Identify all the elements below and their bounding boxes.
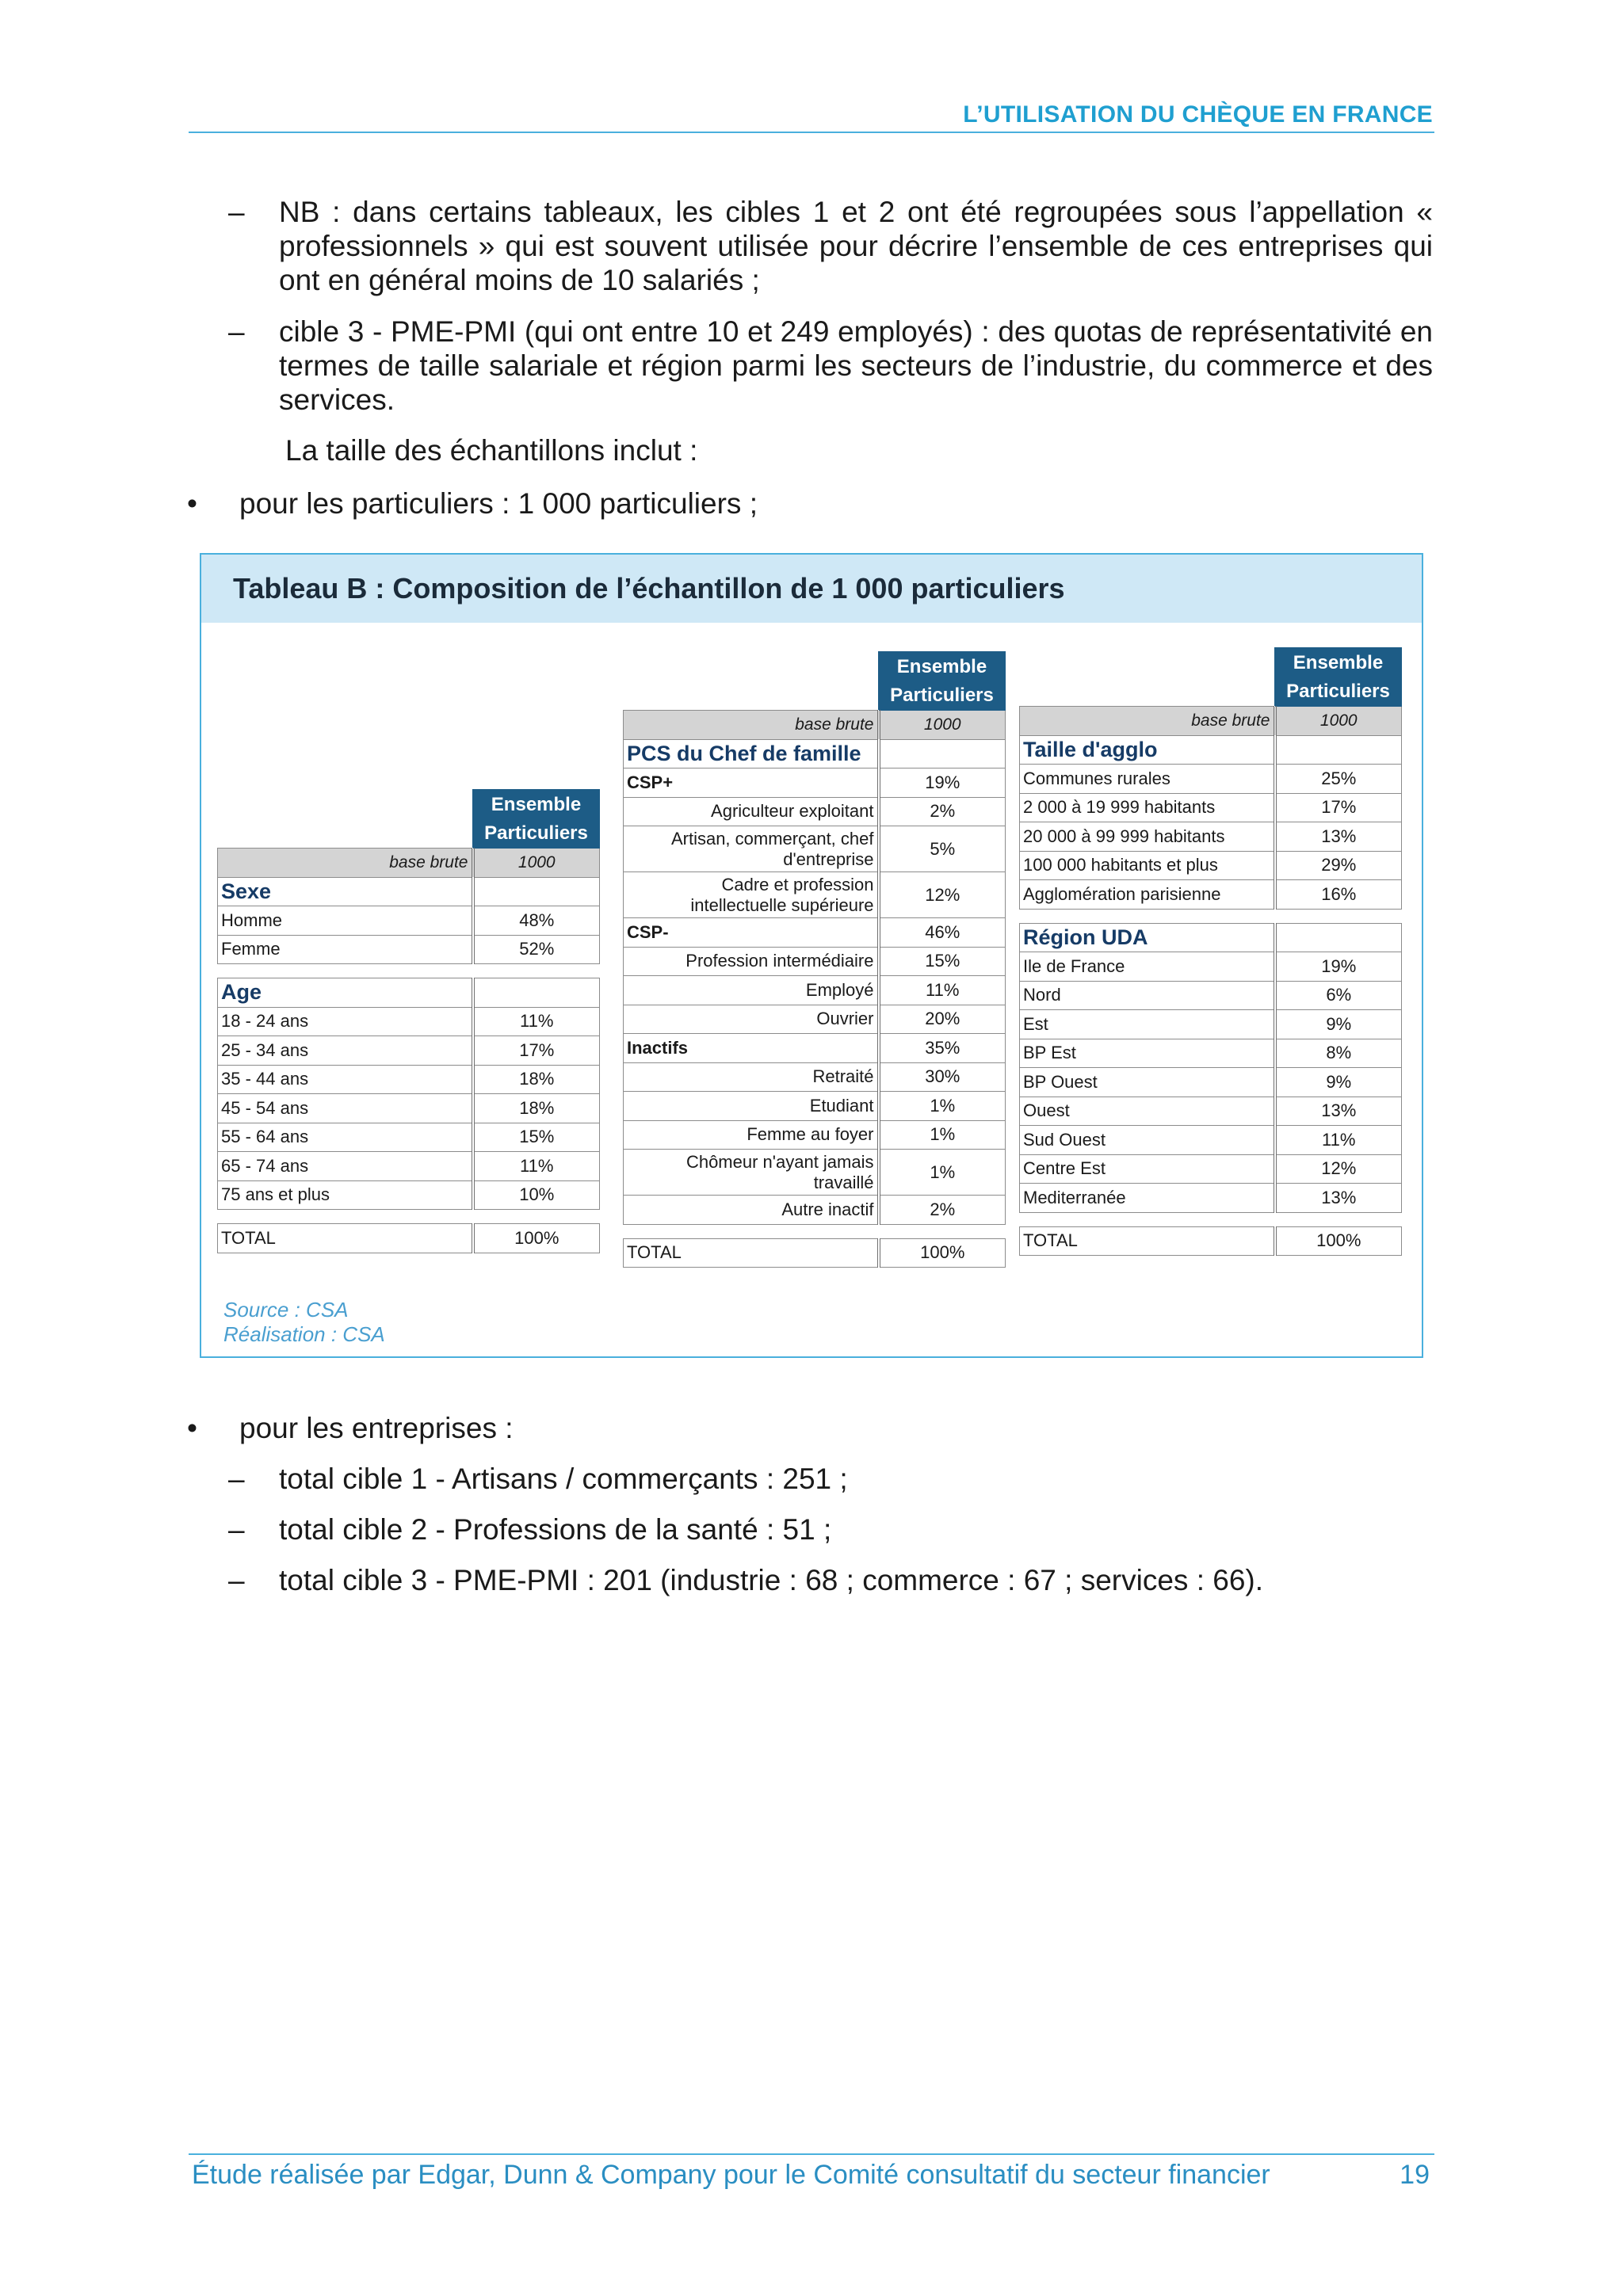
list-item-text: total cible 2 - Professions de la santé : 51 ; — [279, 1513, 832, 1546]
table-pcs — [623, 651, 1006, 1268]
table-source: Source : CSA — [223, 1298, 349, 1322]
table-row: Profession intermédiaire 15% — [624, 947, 1006, 976]
table-row: 25 - 34 ans 17% — [218, 1036, 600, 1066]
list-item-cible-3 — [228, 315, 1433, 417]
table-row: Ouvrier 20% — [624, 1005, 1006, 1034]
dash-marker: – — [228, 196, 245, 228]
table-row: Employé 11% — [624, 976, 1006, 1005]
table-row: Ile de France 19% — [1020, 952, 1402, 982]
list-item-cible-3-total — [228, 1563, 1433, 1597]
header-divider — [189, 132, 1434, 133]
table-b-header — [201, 555, 1422, 623]
section-row — [218, 978, 600, 1008]
list-item-nb — [228, 195, 1433, 297]
table-row: Retraité 30% — [624, 1062, 1006, 1092]
bullet-item-text: pour les particuliers : 1 000 particuliers ; — [239, 487, 758, 520]
table-row: Est 9% — [1020, 1010, 1402, 1039]
paragraph-sample-size: La taille des échantillons inclut : — [285, 434, 698, 467]
bullet-item-particuliers — [187, 486, 758, 521]
table-row: Agriculteur exploitant 2% — [624, 797, 1006, 826]
table-row: Sud Ouest 11% — [1020, 1126, 1402, 1155]
bullet-item-entreprises — [187, 1411, 514, 1445]
dash-marker: – — [228, 1513, 245, 1546]
section-row — [1020, 735, 1402, 765]
subtotal-row: CSP- 46% — [624, 918, 1006, 948]
base-row: base brute 1000 — [1020, 707, 1402, 736]
page-header-title: L’UTILISATION DU CHÈQUE EN FRANCE — [963, 101, 1433, 128]
table-row: Autre inactif 2% — [624, 1196, 1006, 1225]
table-row: 35 - 44 ans 18% — [218, 1065, 600, 1094]
table-row: Cadre et profession intellectuelle supérieure 12% — [624, 872, 1006, 918]
list-item-cible-2 — [228, 1512, 1433, 1547]
table-row: 45 - 54 ans 18% — [218, 1094, 600, 1123]
section-title-age: Age — [218, 978, 473, 1008]
section-row — [624, 739, 1006, 769]
table-row: Ouest 13% — [1020, 1097, 1402, 1126]
section-title-pcs: PCS du Chef de famille — [624, 739, 879, 769]
table-realisation: Réalisation : CSA — [223, 1322, 385, 1346]
table-row: 20 000 à 99 999 habitants 13% — [1020, 822, 1402, 852]
table-row: Chômeur n'ayant jamais travaillé 1% — [624, 1150, 1006, 1196]
table-row: BP Est 8% — [1020, 1039, 1402, 1068]
column-header-ensemble: Ensemble Particuliers — [879, 652, 1006, 711]
section-title-agglo: Taille d'agglo — [1020, 735, 1275, 765]
table-row: Etudiant 1% — [624, 1092, 1006, 1121]
table-sexe-age — [217, 789, 600, 1253]
list-item-text: cible 3 - PME-PMI (qui ont entre 10 et 249 employés) : des quotas de représentativité en termes de taille salariale et région parmi les secteurs de l’industrie, du commerce et des services. — [279, 315, 1433, 416]
bullet-marker: • — [187, 1412, 197, 1444]
list-item-text: NB : dans certains tableaux, les cibles 1 et 2 ont été regroupées sous l’appellation « professionnels » qui est souvent utilisée pour décrire l’ensemble de ces entreprises qui ont en général moins de 10 salariés ; — [279, 196, 1433, 296]
bullet-item-text: pour les entreprises : — [239, 1412, 514, 1444]
list-item-text: total cible 1 - Artisans / commerçants : 251 ; — [279, 1463, 848, 1495]
table-row: Mediterranée 13% — [1020, 1184, 1402, 1213]
table-row: Femme au foyer 1% — [624, 1120, 1006, 1150]
table-row: 65 - 74 ans 11% — [218, 1152, 600, 1181]
table-row: Nord 6% — [1020, 981, 1402, 1010]
table-b-panel — [200, 553, 1423, 1358]
table-row: Agglomération parisienne 16% — [1020, 880, 1402, 910]
section-row — [1020, 923, 1402, 952]
table-row: Homme 48% — [218, 906, 600, 936]
list-item-text: total cible 3 - PME-PMI : 201 (industrie : 68 ; commerce : 67 ; services : 66). — [279, 1564, 1264, 1596]
table-row: Artisan, commerçant, chef d'entreprise 5% — [624, 826, 1006, 872]
table-row: 75 ans et plus 10% — [218, 1180, 600, 1210]
list-item-cible-1 — [228, 1462, 1433, 1496]
footer-divider — [189, 2153, 1434, 2155]
section-row — [218, 877, 600, 906]
dash-marker: – — [228, 315, 245, 348]
table-row: 55 - 64 ans 15% — [218, 1123, 600, 1152]
table-row: 18 - 24 ans 11% — [218, 1007, 600, 1036]
table-row: Femme 52% — [218, 935, 600, 964]
column-header-ensemble: Ensemble Particuliers — [1275, 648, 1402, 707]
table-row: BP Ouest 9% — [1020, 1068, 1402, 1097]
table-agglo-region — [1019, 647, 1402, 1256]
bullet-marker: • — [187, 487, 197, 520]
table-b-title: Tableau B : Composition de l’échantillon de 1 000 particuliers — [233, 572, 1065, 605]
table-row: Communes rurales 25% — [1020, 765, 1402, 794]
column-header-ensemble: Ensemble Particuliers — [473, 790, 600, 849]
total-row: TOTAL 100% — [624, 1238, 1006, 1268]
base-row: base brute 1000 — [624, 711, 1006, 740]
table-row: 100 000 habitants et plus 29% — [1020, 851, 1402, 880]
section-title-sexe: Sexe — [218, 877, 473, 906]
base-row: base brute 1000 — [218, 849, 600, 878]
subtotal-row: Inactifs 35% — [624, 1034, 1006, 1063]
page-number: 19 — [1400, 2160, 1430, 2190]
total-row: TOTAL 100% — [1020, 1226, 1402, 1256]
section-title-region: Région UDA — [1020, 923, 1275, 952]
table-row: Centre Est 12% — [1020, 1154, 1402, 1184]
table-row: 2 000 à 19 999 habitants 17% — [1020, 793, 1402, 822]
footer-text: Étude réalisée par Edgar, Dunn & Company pour le Comité consultatif du secteur financier — [192, 2160, 1270, 2190]
dash-marker: – — [228, 1463, 245, 1495]
subtotal-row: CSP+ 19% — [624, 769, 1006, 798]
total-row: TOTAL 100% — [218, 1224, 600, 1253]
dash-marker: – — [228, 1564, 245, 1596]
